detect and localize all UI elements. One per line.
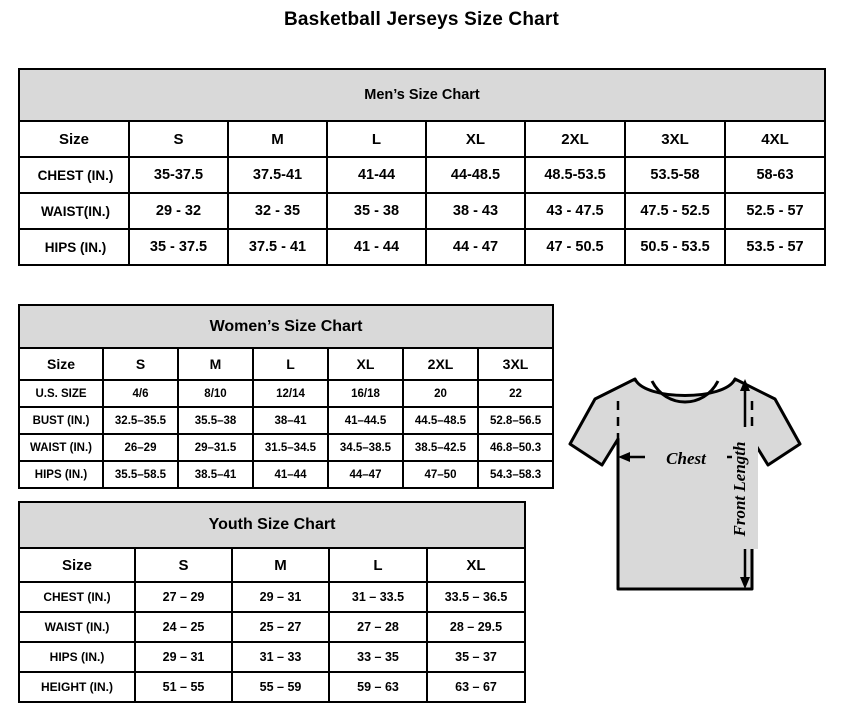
womens-size-chart-table bbox=[18, 304, 554, 489]
page-title: Basketball Jerseys Size Chart bbox=[283, 9, 560, 30]
table-cell: 53.5 - 57 bbox=[725, 229, 825, 265]
table-row bbox=[19, 582, 525, 612]
jersey-measurement-diagram bbox=[540, 339, 840, 679]
table-row bbox=[19, 229, 825, 265]
row-label: WAIST(IN.) bbox=[19, 193, 129, 229]
column-header-l: L bbox=[253, 348, 328, 380]
table-cell: 38 - 43 bbox=[426, 193, 525, 229]
table-caption-row bbox=[19, 502, 525, 548]
column-header-3xl: 3XL bbox=[625, 121, 725, 157]
table-cell: 33.5 – 36.5 bbox=[427, 582, 525, 612]
mens-size-chart-section bbox=[18, 68, 824, 266]
table-cell: 31 – 33.5 bbox=[329, 582, 427, 612]
table-cell: 32.5–35.5 bbox=[103, 407, 178, 434]
table-cell: 47 - 50.5 bbox=[525, 229, 625, 265]
table-row bbox=[19, 380, 553, 407]
table-cell: 4/6 bbox=[103, 380, 178, 407]
row-label: U.S. SIZE bbox=[19, 380, 103, 407]
table-cell: 41–44.5 bbox=[328, 407, 403, 434]
table-cell: 27 – 29 bbox=[135, 582, 232, 612]
table-cell: 24 – 25 bbox=[135, 612, 232, 642]
table-cell: 31 – 33 bbox=[232, 642, 329, 672]
row-label: HIPS (IN.) bbox=[19, 229, 129, 265]
table-cell: 55 – 59 bbox=[232, 672, 329, 702]
column-header-xl: XL bbox=[426, 121, 525, 157]
row-label: HIPS (IN.) bbox=[19, 642, 135, 672]
column-header-s: S bbox=[129, 121, 228, 157]
table-cell: 38.5–42.5 bbox=[403, 434, 478, 461]
table-row bbox=[19, 642, 525, 672]
table-cell: 29 - 32 bbox=[129, 193, 228, 229]
womens-caption: Women’s Size Chart bbox=[19, 305, 553, 348]
row-label: HEIGHT (IN.) bbox=[19, 672, 135, 702]
table-cell: 50.5 - 53.5 bbox=[625, 229, 725, 265]
column-header-xl: XL bbox=[328, 348, 403, 380]
row-label: HIPS (IN.) bbox=[19, 461, 103, 488]
table-cell: 46.8–50.3 bbox=[478, 434, 553, 461]
table-row bbox=[19, 672, 525, 702]
table-cell: 48.5-53.5 bbox=[525, 157, 625, 193]
table-row bbox=[19, 193, 825, 229]
column-header-size: Size bbox=[19, 121, 129, 157]
column-header-size: Size bbox=[19, 348, 103, 380]
column-header-s: S bbox=[103, 348, 178, 380]
column-header-xl: XL bbox=[427, 548, 525, 582]
column-header-2xl: 2XL bbox=[525, 121, 625, 157]
table-header-row bbox=[19, 348, 553, 380]
table-cell: 44–47 bbox=[328, 461, 403, 488]
table-cell: 35 – 37 bbox=[427, 642, 525, 672]
column-header-4xl: 4XL bbox=[725, 121, 825, 157]
table-cell: 16/18 bbox=[328, 380, 403, 407]
column-header-l: L bbox=[327, 121, 426, 157]
table-cell: 35 - 38 bbox=[327, 193, 426, 229]
table-cell: 28 – 29.5 bbox=[427, 612, 525, 642]
table-cell: 29 – 31 bbox=[232, 582, 329, 612]
table-cell: 44.5–48.5 bbox=[403, 407, 478, 434]
table-cell: 12/14 bbox=[253, 380, 328, 407]
front-length-label: Front Length bbox=[730, 441, 749, 537]
youth-size-chart-section bbox=[18, 501, 524, 703]
table-cell: 54.3–58.3 bbox=[478, 461, 553, 488]
row-label: WAIST (IN.) bbox=[19, 434, 103, 461]
row-label: CHEST (IN.) bbox=[19, 582, 135, 612]
table-header-row bbox=[19, 121, 825, 157]
table-cell: 29–31.5 bbox=[178, 434, 253, 461]
column-header-m: M bbox=[228, 121, 327, 157]
shirt-shape bbox=[570, 379, 800, 589]
table-cell: 34.5–38.5 bbox=[328, 434, 403, 461]
table-cell: 26–29 bbox=[103, 434, 178, 461]
table-cell: 20 bbox=[403, 380, 478, 407]
table-header-row bbox=[19, 548, 525, 582]
table-row bbox=[19, 407, 553, 434]
chest-label: Chest bbox=[666, 449, 706, 468]
table-cell: 47.5 - 52.5 bbox=[625, 193, 725, 229]
table-cell: 37.5-41 bbox=[228, 157, 327, 193]
table-cell: 31.5–34.5 bbox=[253, 434, 328, 461]
womens-size-chart-section bbox=[18, 304, 552, 489]
table-cell: 25 – 27 bbox=[232, 612, 329, 642]
table-cell: 53.5-58 bbox=[625, 157, 725, 193]
table-caption-row bbox=[19, 305, 553, 348]
table-cell: 38–41 bbox=[253, 407, 328, 434]
table-cell: 35-37.5 bbox=[129, 157, 228, 193]
table-cell: 41–44 bbox=[253, 461, 328, 488]
youth-caption: Youth Size Chart bbox=[19, 502, 525, 548]
mens-caption: Men’s Size Chart bbox=[19, 69, 825, 121]
table-cell: 41 - 44 bbox=[327, 229, 426, 265]
table-cell: 47–50 bbox=[403, 461, 478, 488]
table-cell: 63 – 67 bbox=[427, 672, 525, 702]
column-header-l: L bbox=[329, 548, 427, 582]
table-cell: 33 – 35 bbox=[329, 642, 427, 672]
table-cell: 29 – 31 bbox=[135, 642, 232, 672]
table-cell: 27 – 28 bbox=[329, 612, 427, 642]
table-cell: 35.5–58.5 bbox=[103, 461, 178, 488]
column-header-m: M bbox=[178, 348, 253, 380]
row-label: CHEST (IN.) bbox=[19, 157, 129, 193]
table-cell: 58-63 bbox=[725, 157, 825, 193]
table-cell: 35.5–38 bbox=[178, 407, 253, 434]
table-row bbox=[19, 157, 825, 193]
table-cell: 44-48.5 bbox=[426, 157, 525, 193]
table-cell: 59 – 63 bbox=[329, 672, 427, 702]
table-cell: 32 - 35 bbox=[228, 193, 327, 229]
column-header-2xl: 2XL bbox=[403, 348, 478, 380]
mens-size-chart-table bbox=[18, 68, 826, 266]
table-cell: 41-44 bbox=[327, 157, 426, 193]
table-cell: 52.8–56.5 bbox=[478, 407, 553, 434]
table-cell: 38.5–41 bbox=[178, 461, 253, 488]
table-cell: 22 bbox=[478, 380, 553, 407]
table-cell: 37.5 - 41 bbox=[228, 229, 327, 265]
column-header-size: Size bbox=[19, 548, 135, 582]
table-cell: 51 – 55 bbox=[135, 672, 232, 702]
table-cell: 43 - 47.5 bbox=[525, 193, 625, 229]
table-row bbox=[19, 612, 525, 642]
column-header-s: S bbox=[135, 548, 232, 582]
table-row bbox=[19, 434, 553, 461]
table-cell: 8/10 bbox=[178, 380, 253, 407]
table-row bbox=[19, 461, 553, 488]
column-header-3xl: 3XL bbox=[478, 348, 553, 380]
table-cell: 44 - 47 bbox=[426, 229, 525, 265]
table-cell: 52.5 - 57 bbox=[725, 193, 825, 229]
youth-size-chart-table bbox=[18, 501, 526, 703]
row-label: BUST (IN.) bbox=[19, 407, 103, 434]
column-header-m: M bbox=[232, 548, 329, 582]
row-label: WAIST (IN.) bbox=[19, 612, 135, 642]
table-cell: 35 - 37.5 bbox=[129, 229, 228, 265]
table-caption-row bbox=[19, 69, 825, 121]
